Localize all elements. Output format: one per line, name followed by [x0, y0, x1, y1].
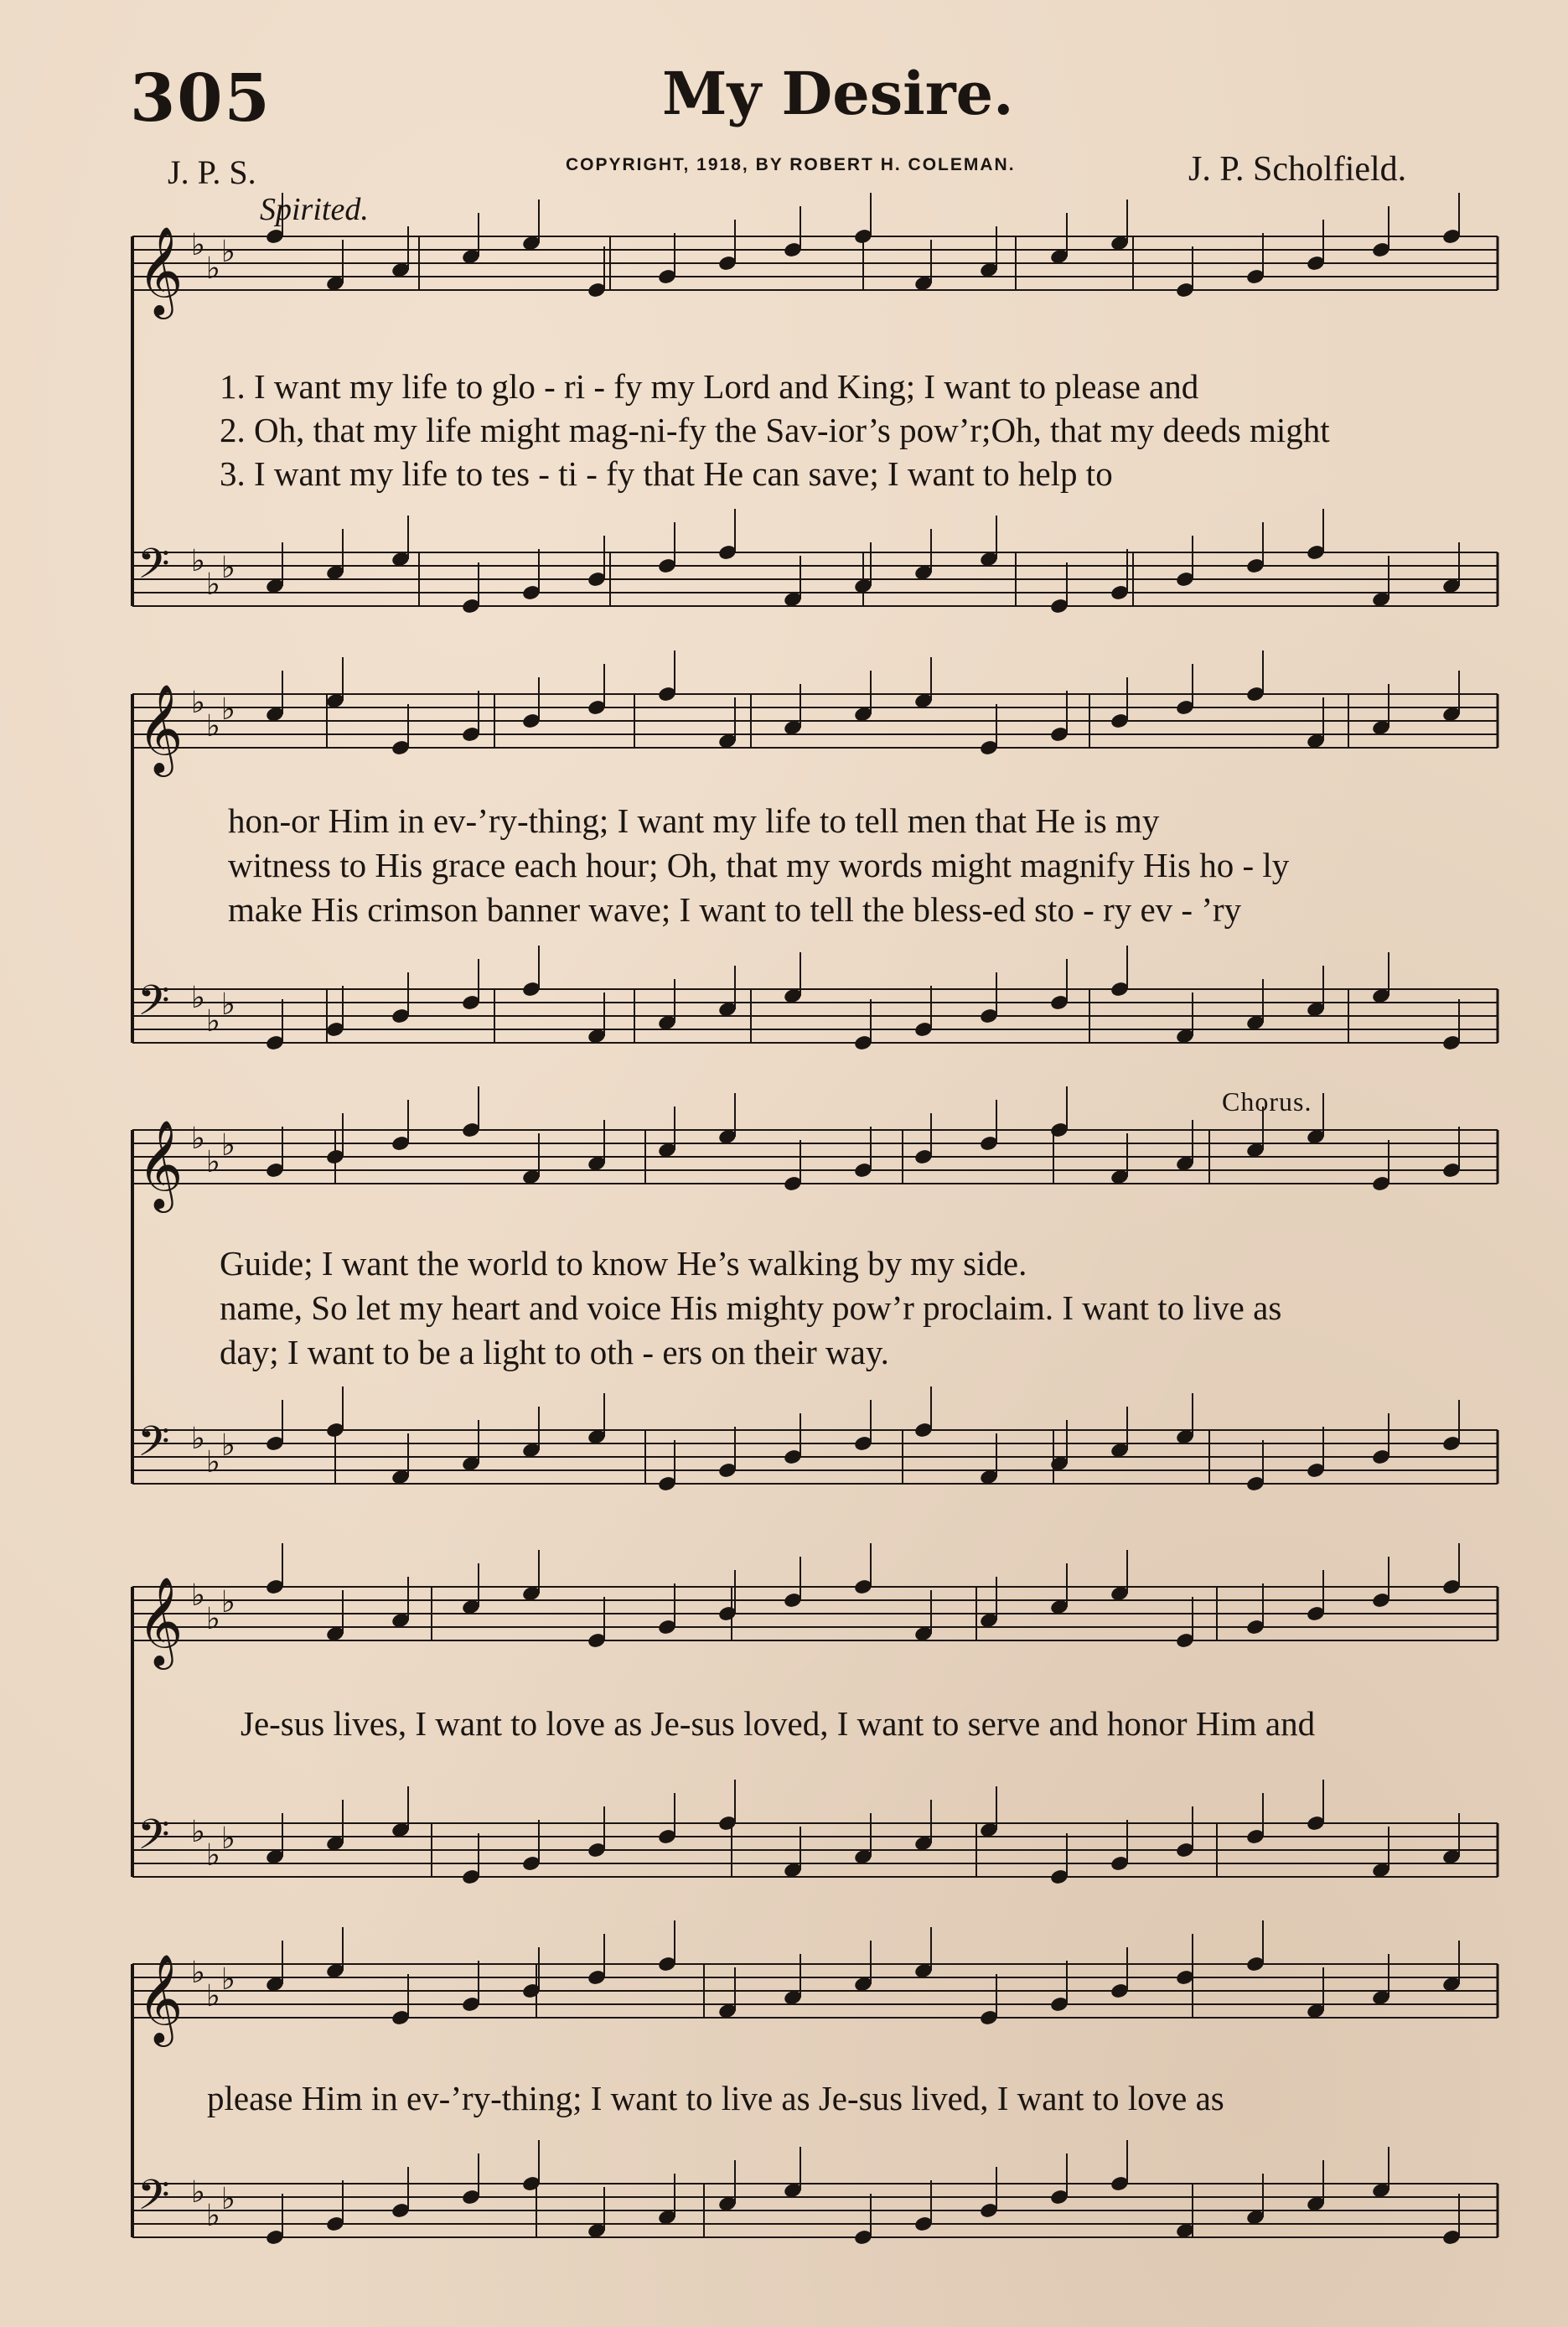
svg-text:♭: ♭	[221, 1822, 235, 1856]
lyric-line-verse2-c: name, So let my heart and voice His mighty pow’r proclaim. I want to live as	[220, 1288, 1282, 1327]
lyric-line-verse2-a: 2. Oh, that my life might mag-ni-fy the Sav-ior’s pow’r;Oh, that my deeds might	[220, 411, 1330, 449]
svg-text:𝄞: 𝄞	[137, 683, 184, 773]
svg-text:♭: ♭	[191, 1815, 205, 1849]
svg-text:♭: ♭	[206, 1979, 220, 2013]
svg-text:♭: ♭	[191, 686, 205, 720]
lyric-line-chorus-a: Je-sus lives, I want to love as Je-sus loved, I want to serve and honor Him and	[241, 1704, 1316, 1743]
svg-text:♭: ♭	[191, 2175, 205, 2210]
lyric-line-chorus-b: please Him in ev-’ry-thing; I want to live as Je-sus lived, I want to love as	[207, 2079, 1224, 2117]
svg-text:𝄞: 𝄞	[137, 225, 184, 315]
svg-text:♭: ♭	[206, 1602, 220, 1636]
chorus-label: Chorus.	[1222, 1086, 1312, 1117]
lyric-line-verse3-b: make His crimson banner wave; I want to tell the bless-ed sto - ry ev - ’ry	[228, 890, 1242, 929]
svg-text:♭: ♭	[221, 551, 235, 585]
words-credit: J. P. S.	[168, 153, 256, 191]
svg-text:𝄞: 𝄞	[137, 1119, 184, 1209]
svg-text:♭: ♭	[191, 1122, 205, 1156]
svg-text:♭: ♭	[191, 1422, 205, 1456]
svg-text:♭: ♭	[221, 1585, 235, 1620]
tempo-marking: Spirited.	[260, 192, 369, 227]
svg-text:♭: ♭	[221, 1128, 235, 1163]
svg-text:♭: ♭	[191, 544, 205, 578]
lyric-line-verse3-a: 3. I want my life to tes - ti - fy that He can save; I want to help to	[220, 454, 1113, 493]
lyric-line-verse3-c: day; I want to be a light to oth - ers on their way.	[220, 1333, 889, 1371]
svg-text:♭: ♭	[221, 1962, 235, 1997]
svg-text:♭: ♭	[221, 1428, 235, 1463]
svg-text:♭: ♭	[206, 251, 220, 286]
music-credit: J. P. Scholfield.	[1188, 150, 1407, 189]
lyric-line-verse1-c: Guide; I want the world to know He’s walking by my side.	[220, 1244, 1027, 1283]
svg-text:♭: ♭	[221, 692, 235, 727]
lyric-line-verse1-a: 1. I want my life to glo - ri - fy my Lord and King; I want to please and	[220, 367, 1199, 406]
lyric-line-verse2-b: witness to His grace each hour; Oh, that my words might magnify His ho - ly	[228, 846, 1290, 884]
svg-text:♭: ♭	[221, 987, 235, 1022]
svg-text:♭: ♭	[206, 1145, 220, 1179]
svg-text:♭: ♭	[206, 567, 220, 602]
svg-text:𝄢: 𝄢	[137, 2171, 170, 2230]
svg-text:𝄢: 𝄢	[137, 977, 170, 1035]
svg-text:♭: ♭	[221, 235, 235, 269]
copyright-notice: COPYRIGHT, 1918, BY ROBERT H. COLEMAN.	[566, 155, 1016, 174]
svg-text:♭: ♭	[191, 1578, 205, 1613]
svg-text:𝄢: 𝄢	[137, 540, 170, 599]
svg-text:𝄢: 𝄢	[137, 1811, 170, 1869]
hymn-title: My Desire.	[662, 59, 1014, 128]
svg-text:♭: ♭	[191, 1956, 205, 1990]
svg-text:𝄢: 𝄢	[137, 1417, 170, 1476]
lyric-line-verse1-b: hon-or Him in ev-’ry-thing; I want my life to tell men that He is my	[228, 801, 1160, 840]
hymn-number: 305	[130, 60, 272, 137]
svg-text:♭: ♭	[206, 1004, 220, 1039]
svg-text:♭: ♭	[206, 709, 220, 744]
svg-text:𝄞: 𝄞	[137, 1576, 184, 1666]
svg-text:♭: ♭	[221, 2182, 235, 2216]
svg-text:♭: ♭	[191, 981, 205, 1015]
svg-text:♭: ♭	[206, 1445, 220, 1480]
svg-text:♭: ♭	[206, 1838, 220, 1873]
svg-text:𝄞: 𝄞	[137, 1953, 184, 2043]
svg-text:♭: ♭	[191, 228, 205, 262]
svg-text:♭: ♭	[206, 2199, 220, 2233]
